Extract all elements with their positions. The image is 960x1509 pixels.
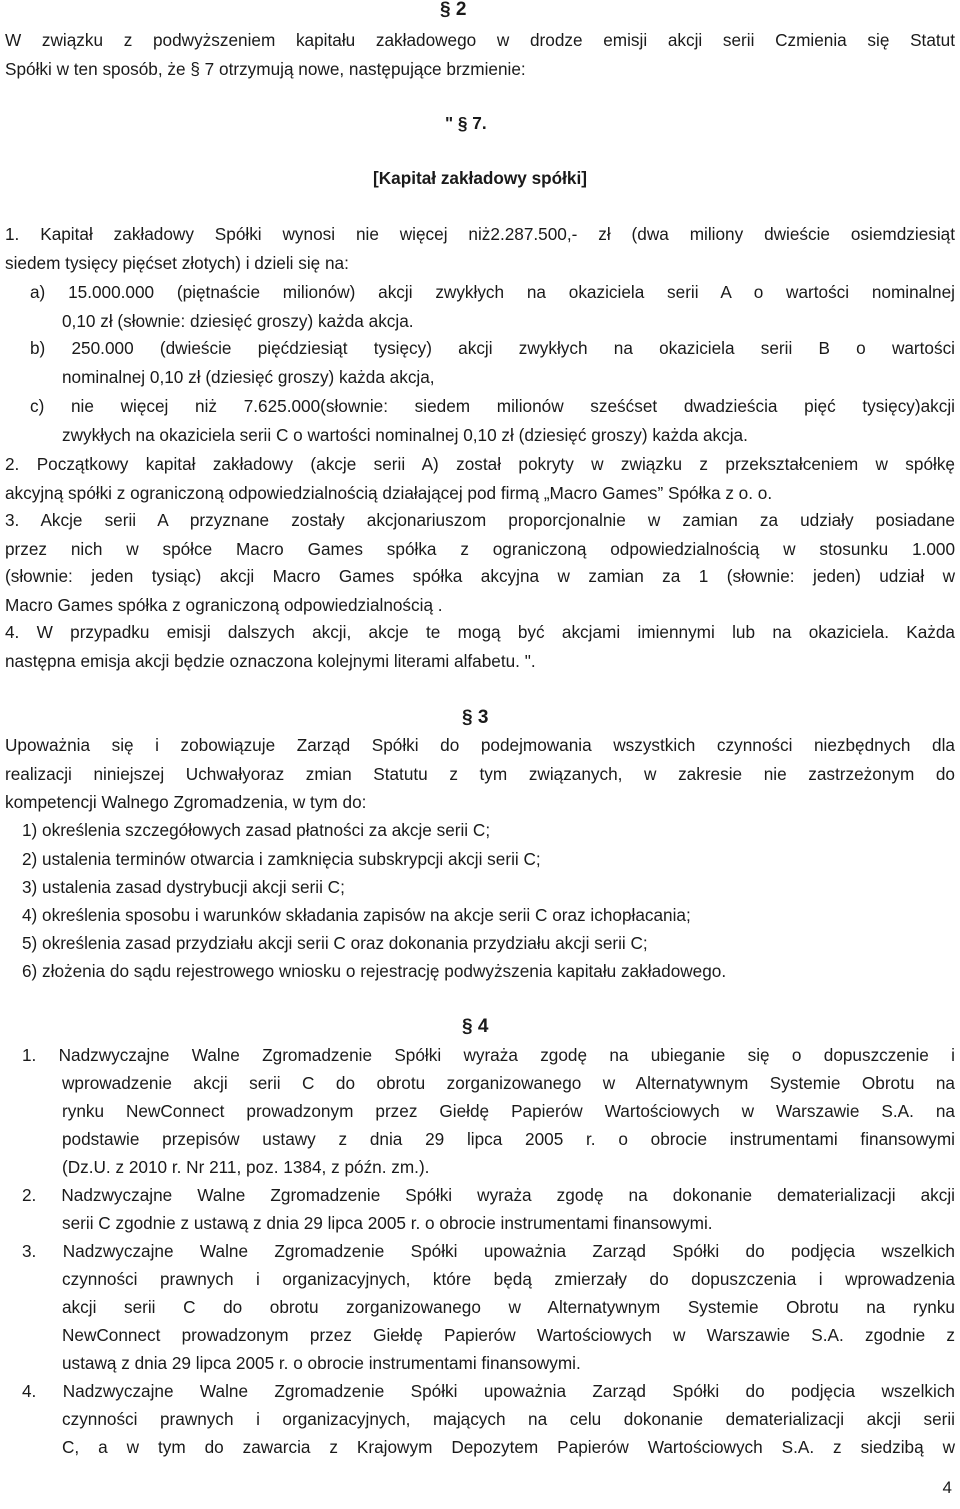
s4-item-1-line: wprowadzenie akcji serii C do obrotu zorganizowanego w Alternatywnym Systemie Obrotu na bbox=[62, 1073, 955, 1093]
s3-list-item: 4) określenia sposobu i warunków składania zapisów na akcje serii C oraz ichopłacania; bbox=[22, 905, 691, 925]
s4-item-3-line: ustawą z dnia 29 lipca 2005 r. o obrocie instrumentami finansowymi. bbox=[62, 1353, 581, 1373]
s4-item-1-line: podstawie przepisów ustawy z dnia 29 lipca 2005 r. o obrocie instrumentami finansowymi bbox=[62, 1129, 955, 1149]
s3-list-item: 3) ustalenia zasad dystrybucji akcji serii C; bbox=[22, 877, 345, 897]
s4-item-1-line: (Dz.U. z 2010 r. Nr 211, poz. 1384, z późn. zm.). bbox=[62, 1157, 430, 1177]
item-3-line: przez nich w spółce Macro Games spółka z ograniczoną odpowiedzialnością w stosunku 1.000 bbox=[5, 539, 955, 559]
s4-item-2-line: 2. Nadzwyczajne Walne Zgromadzenie Spółki wyraża zgodę na dokonanie dematerializacji akcji bbox=[22, 1185, 955, 1205]
s4-item-3-line: czynności prawnych i organizacyjnych, które będą zmierzały do dopuszczenia i wprowadzenia bbox=[62, 1269, 955, 1289]
item-1-line: 1. Kapitał zakładowy Spółki wynosi nie więcej niż2.287.500,- zł (dwa miliony dwieście osiemdziesiąt bbox=[5, 224, 955, 244]
s3-list-item: 1) określenia szczegółowych zasad płatności za akcje serii C; bbox=[22, 820, 491, 840]
s3-intro-line: kompetencji Walnego Zgromadzenia, w tym do: bbox=[5, 792, 367, 812]
item-a-line: a) 15.000.000 (piętnaście milionów) akcji zwykłych na okaziciela serii A o wartości nominalnej bbox=[30, 282, 955, 302]
page-number: 4 bbox=[942, 1478, 952, 1497]
s3-list-item: 6) złożenia do sądu rejestrowego wniosku o rejestrację podwyższenia kapitału zakładowego. bbox=[22, 961, 727, 981]
item-4-line: następna emisja akcji będzie oznaczona kolejnymi literami alfabetu. ". bbox=[5, 651, 536, 671]
s4-item-3-line: akcji serii C do obrotu zorganizowanego w Alternatywnym Systemie Obrotu na rynku bbox=[62, 1297, 955, 1317]
item-a-line: 0,10 zł (słownie: dziesięć groszy) każda akcja. bbox=[62, 311, 414, 331]
s3-intro-line: realizacji niniejszej Uchwałyoraz zmian Statutu z tym związanych, w zakresie nie zastrzeżonym do bbox=[5, 764, 955, 784]
s4-item-3-line: 3. Nadzwyczajne Walne Zgromadzenie Spółki upoważnia Zarząd Spółki do podjęcia wszelkich bbox=[22, 1241, 955, 1261]
statute-title: [Kapitał zakładowy spółki] bbox=[373, 168, 587, 188]
item-3-line: (słownie: jeden tysiąc) akcji Macro Games spółka akcyjna w zamian za 1 (słownie: jeden) udział w bbox=[5, 566, 955, 586]
item-c-line: zwykłych na okaziciela serii C o wartości nominalnej 0,10 zł (dziesięć groszy) każda akcja. bbox=[62, 425, 748, 445]
item-2-line: 2. Początkowy kapitał zakładowy (akcje serii A) został pokryty w związku z przekształceniem w spółkę bbox=[5, 454, 955, 474]
s4-item-4-line: C, a w tym do zawarcia z Krajowym Depozytem Papierów Wartościowych S.A. z siedzibą w bbox=[62, 1437, 955, 1457]
item-2-line: akcyjną spółki z ograniczoną odpowiedzialnością działającej pod firmą „Macro Games” Spółka z o. o. bbox=[5, 483, 773, 503]
s4-item-4-line: czynności prawnych i organizacyjnych, mających na celu dokonanie dematerializacji akcji serii bbox=[62, 1409, 955, 1429]
s3-list-item: 5) określenia zasad przydziału akcji serii C oraz dokonania przydziału akcji serii C; bbox=[22, 933, 648, 953]
s2-paragraph-line: W związku z podwyższeniem kapitału zakładowego w drodze emisji akcji serii Czmienia się Statut bbox=[5, 30, 955, 50]
section-2-heading: § 2 bbox=[440, 0, 467, 20]
s4-item-1-line: rynku NewConnect prowadzonym przez Giełdę Papierów Wartościowych w Warszawie S.A. na bbox=[62, 1101, 955, 1121]
s4-item-4-line: 4. Nadzwyczajne Walne Zgromadzenie Spółki upoważnia Zarząd Spółki do podjęcia wszelkich bbox=[22, 1381, 955, 1401]
item-b-line: nominalnej 0,10 zł (dziesięć groszy) każda akcja, bbox=[62, 367, 435, 387]
item-4-line: 4. W przypadku emisji dalszych akcji, akcje te mogą być akcjami imiennymi lub na okaziciela. Każda bbox=[5, 622, 955, 642]
s3-intro-line: Upoważnia się i zobowiązuje Zarząd Spółki do podejmowania wszystkich czynności niezbędnych dla bbox=[5, 735, 955, 755]
section-4-heading: § 4 bbox=[462, 1016, 489, 1037]
s4-item-1-line: 1. Nadzwyczajne Walne Zgromadzenie Spółki wyraża zgodę na ubieganie się o dopuszczenie i bbox=[22, 1045, 955, 1065]
item-b-line: b) 250.000 (dwieście pięćdziesiąt tysięcy) akcji zwykłych na okaziciela serii B o wartości bbox=[30, 338, 955, 358]
s4-item-3-line: NewConnect prowadzonym przez Giełdę Papierów Wartościowych w Warszawie S.A. zgodnie z bbox=[62, 1325, 955, 1345]
s2-paragraph-line: Spółki w ten sposób, że § 7 otrzymują nowe, następujące brzmienie: bbox=[5, 59, 526, 79]
item-3-line: Macro Games spółka z ograniczoną odpowiedzialnością . bbox=[5, 595, 443, 615]
item-3-line: 3. Akcje serii A przyznane zostały akcjonariuszom proporcjonalnie w zamian za udziały posiadane bbox=[5, 510, 955, 530]
s3-list-item: 2) ustalenia terminów otwarcia i zamknięcia subskrypcji akcji serii C; bbox=[22, 849, 541, 869]
statute-paragraph-heading: " § 7. bbox=[445, 113, 487, 133]
s4-item-2-line: serii C zgodnie z ustawą z dnia 29 lipca 2005 r. o obrocie instrumentami finansowymi. bbox=[62, 1213, 713, 1233]
section-3-heading: § 3 bbox=[462, 707, 489, 728]
item-1-line: siedem tysięcy pięćset złotych) i dzieli się na: bbox=[5, 253, 349, 273]
item-c-line: c) nie więcej niż 7.625.000(słownie: siedem milionów sześćset dwadzieścia pięć tysięcy)akcji bbox=[30, 396, 955, 416]
